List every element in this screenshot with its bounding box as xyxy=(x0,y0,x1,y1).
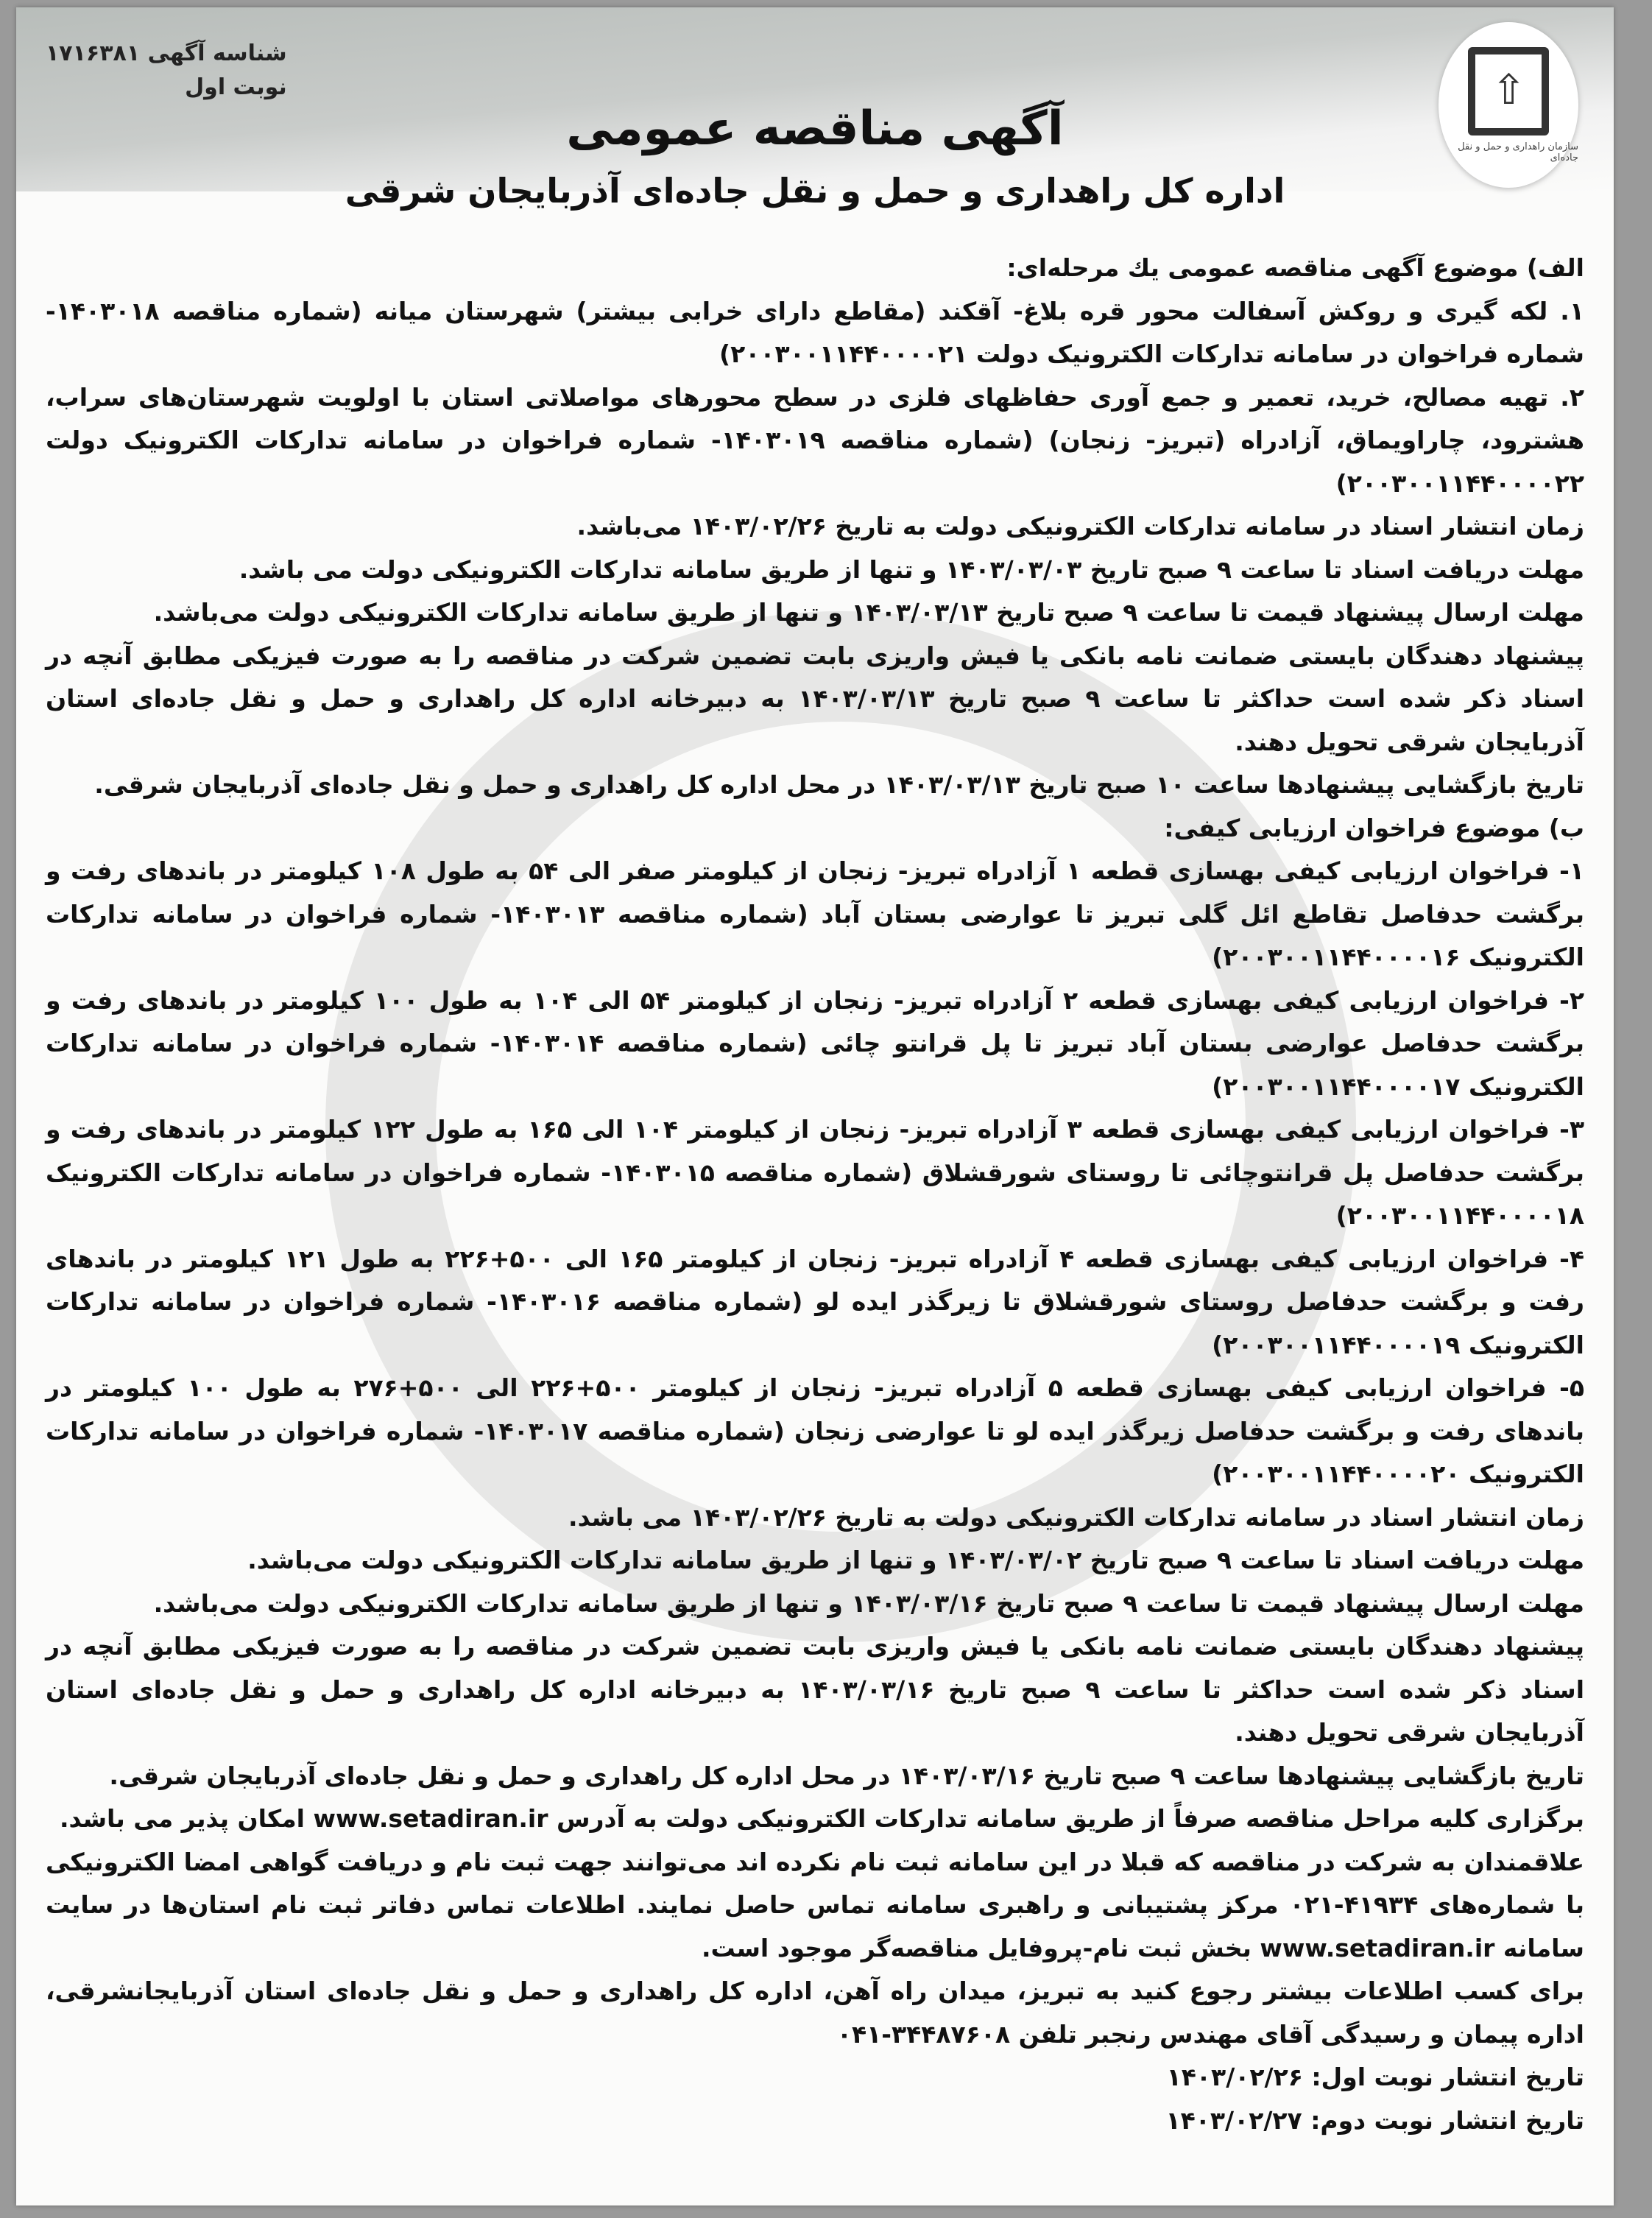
section-b-item: ۳- فراخوان ارزیابی کیفی بهسازی قطعه ۳ آزادراه تبریز- زنجان از کیلومتر ۱۰۴ الی ۱۶۵ به طول ۱۲۲ کیلومتر در باندهای رفت و برگشت حدفاصل پل قرانتوچائی تا روستای شورقشلاق (شماره مناقصه ۱۴۰۳۰۱۵- شماره فراخوان در سامانه تدارکات الکترونیک ۲۰۰۳۰۰۱۱۴۴۰۰۰۰۱۸) xyxy=(46,1115,1585,1230)
section-b-heading: ب) موضوع فراخوان ارزیابی کیفی: xyxy=(1164,813,1584,842)
section-b-guarantee: پیشنهاد دهندگان بایستی ضمانت نامه بانکی یا فیش واریزی بابت تضمین شرکت در مناقصه را به صورت فیزیکی مطابق آنچه در اسناد ذکر شده است حداکثر تا ساعت ۹ صبح تاریخ ۱۴۰۳/۰۳/۱۶ به دبیرخانه اداره کل راهداری و حمل و نقل جاده‌ای استان آذربایجان شرقی تحویل دهند. xyxy=(46,1632,1585,1747)
section-b-item: ۲- فراخوان ارزیابی کیفی بهسازی قطعه ۲ آزادراه تبریز- زنجان از کیلومتر ۵۴ الی ۱۰۴ به طول ۱۰۰ کیلومتر در باندهای رفت و برگشت حدفاصل عوارضی بستان آباد تبریز تا پل قرانتو چائی (شماره مناقصه ۱۴۰۳۰۱۴- شماره فراخوان در سامانه تدارکات الکترونیک ۲۰۰۳۰۰۱۱۴۴۰۰۰۰۱۷) xyxy=(46,985,1585,1101)
ad-body xyxy=(46,247,1584,2142)
section-b-publish-time: زمان انتشار اسناد در سامانه تدارکات الکترونیکی دولت به تاریخ ۱۴۰۳/۰۲/۲۶ می باشد. xyxy=(568,1502,1584,1532)
section-a-bid-deadline: مهلت ارسال پیشنهاد قیمت تا ساعت ۹ صبح تاریخ ۱۴۰۳/۰۳/۱۳ و تنها از طریق سامانه تدارکات الکترونیکی دولت می‌باشد. xyxy=(153,598,1584,627)
section-a-item: ۱. لکه گیری و روکش آسفالت محور قره بلاغ- آقکند (مقاطع دارای خرابی بیشتر) شهرستان میانه (شماره مناقصه ۱۴۰۳۰۱۸- شماره فراخوان در سامانه تدارکات الکترونیک دولت ۲۰۰۳۰۰۱۱۴۴۰۰۰۰۲۱) xyxy=(46,296,1584,368)
section-a-guarantee: پیشنهاد دهندگان بایستی ضمانت نامه بانکی یا فیش واریزی بابت تضمین شرکت در مناقصه را به صورت فیزیکی مطابق آنچه در اسناد ذکر شده است حداکثر تا ساعت ۹ صبح تاریخ ۱۴۰۳/۰۳/۱۳ به دبیرخانه اداره کل راهداری و حمل و نقل جاده‌ای استان آذربایجان شرقی تحویل دهند. xyxy=(46,641,1585,756)
first-publish-date: تاریخ انتشار نوبت اول: ۱۴۰۳/۰۲/۲۶ xyxy=(1166,2063,1584,2091)
section-b-item: ۵- فراخوان ارزیابی کیفی بهسازی قطعه ۵ آزادراه تبریز- زنجان از کیلومتر ۵۰۰+۲۲۶ الی ۵۰۰+۲۷۶ به طول ۱۰۰ کیلومتر در باندهای رفت و برگشت حدفاصل زیرگذر ایده لو تا عوارضی زنجان (شماره مناقصه ۱۴۰۳۰۱۷- شماره فراخوان در سامانه تدارکات الکترونیک ۲۰۰۳۰۰۱۱۴۴۰۰۰۰۲۰) xyxy=(46,1373,1584,1488)
section-a-publish-time: زمان انتشار اسناد در سامانه تدارکات الکترونیکی دولت به تاریخ ۱۴۰۳/۰۲/۲۶ می‌باشد. xyxy=(576,512,1584,541)
section-b-doc-deadline: مهلت دریافت اسناد تا ساعت ۹ صبح تاریخ ۱۴۰۳/۰۳/۰۲ و تنها از طریق سامانه تدارکات الکترونیکی دولت می‌باشد. xyxy=(247,1546,1584,1574)
logo-caption: سازمان راهداری و حمل و نقل جاده‌ای xyxy=(1458,141,1578,163)
registration-note: علاقمندان به شرکت در مناقصه که قبلا در این سامانه ثبت نام نکرده اند می‌توانند جهت ثبت نام و دریافت گواهی امضا الکترونیکی با شماره‌های ۴۱۹۳۴-۰۲۱ مرکز پشتیبانی و راهبری سامانه تماس حاصل نمایند. اطلاعات تماس دفاتر ثبت نام استان‌ها در سایت سامانه www.setadiran.ir بخش ثبت نام-پروفایل مناقصه‌گر موجود است. xyxy=(46,1847,1584,1962)
section-a-opening: تاریخ بازگشایی پیشنهادها ساعت ۱۰ صبح تاریخ ۱۴۰۳/۰۳/۱۳ در محل اداره کل راهداری و حمل و نقل جاده‌ای آذربایجان شرقی. xyxy=(94,770,1584,799)
section-a-heading: الف) موضوع آگهی مناقصه عمومی یك مرحله‌ای: xyxy=(1006,253,1584,282)
ad-id-label: شناسه آگهی ۱۷۱۶۳۸۱ xyxy=(46,41,287,66)
section-b-item: ۴- فراخوان ارزیابی کیفی بهسازی قطعه ۴ آزادراه تبریز- زنجان از کیلومتر ۱۶۵ الی ۵۰۰+۲۲۶ به طول ۱۲۱ کیلومتر در باندهای رفت و برگشت حدفاصل روستای شورقشلاق تا زیرگذر ایده لو (شماره مناقصه ۱۴۰۳۰۱۶- شماره فراخوان در سامانه تدارکات الکترونیک ۲۰۰۳۰۰۱۱۴۴۰۰۰۰۱۹) xyxy=(46,1244,1585,1359)
section-b-bid-deadline: مهلت ارسال پیشنهاد قیمت تا ساعت ۹ صبح تاریخ ۱۴۰۳/۰۳/۱۶ و تنها از طریق سامانه تدارکات الکترونیکی دولت می‌باشد. xyxy=(153,1588,1584,1618)
setad-note: برگزاری کلیه مراحل مناقصه صرفاً از طریق سامانه تدارکات الکترونیکی دولت به آدرس www.setadiran.ir امکان پذیر می باشد. xyxy=(59,1804,1584,1833)
ad-identifier xyxy=(46,37,287,105)
section-b-opening: تاریخ بازگشایی پیشنهادها ساعت ۹ صبح تاریخ ۱۴۰۳/۰۳/۱۶ در محل اداره کل راهداری و حمل و نقل جاده‌ای آذربایجان شرقی. xyxy=(109,1761,1584,1790)
section-a-doc-deadline: مهلت دریافت اسناد تا ساعت ۹ صبح تاریخ ۱۴۰۳/۰۳/۰۳ و تنها از طریق سامانه تدارکات الکترونیکی دولت می باشد. xyxy=(239,554,1584,584)
section-b-item: ۱- فراخوان ارزیابی کیفی بهسازی قطعه ۱ آزادراه تبریز- زنجان از کیلومتر صفر الی ۵۴ به طول ۱۰۸ کیلومتر در باندهای رفت و برگشت حدفاصل تقاطع ائل گلی تبریز تا عوارضی بستان آباد (شماره مناقصه ۱۴۰۳۰۱۳- شماره فراخوان در سامانه تدارکات الکترونیک ۲۰۰۳۰۰۱۱۴۴۰۰۰۰۱۶) xyxy=(46,856,1585,971)
ad-page xyxy=(16,7,1614,2205)
page-title: آگهی مناقصه عمومی xyxy=(566,102,1064,156)
page-subtitle: اداره کل راهداری و حمل و نقل جاده‌ای آذربایجان شرقی xyxy=(345,171,1285,211)
second-publish-date: تاریخ انتشار نوبت دوم: ۱۴۰۳/۰۲/۲۷ xyxy=(1165,2105,1584,2135)
section-a-item: ۲. تهیه مصالح، خرید، تعمیر و جمع آوری حفاظهای فلزی در سطح محورهای مواصلاتی استان با اولویت شهرستان‌های سراب، هشترود، چاراویماق، آزادراه (تبریز- زنجان) (شماره مناقصه ۱۴۰۳۰۱۹- شماره فراخوان در سامانه تدارکات الکترونیک دولت ۲۰۰۳۰۰۱۱۴۴۰۰۰۰۲۲) xyxy=(46,382,1584,498)
round-label: نوبت اول xyxy=(185,74,287,100)
contact-note: برای کسب اطلاعات بیشتر رجوع کنید به تبریز، میدان راه آهن، اداره کل راهداری و حمل و نقل جاده‌ای استان آذربایجانشرقی، اداره پیمان و رسیدگی آقای مهندس رنجبر تلفن ۳۴۴۸۷۶۰۸-۰۴۱ xyxy=(46,1976,1584,2049)
